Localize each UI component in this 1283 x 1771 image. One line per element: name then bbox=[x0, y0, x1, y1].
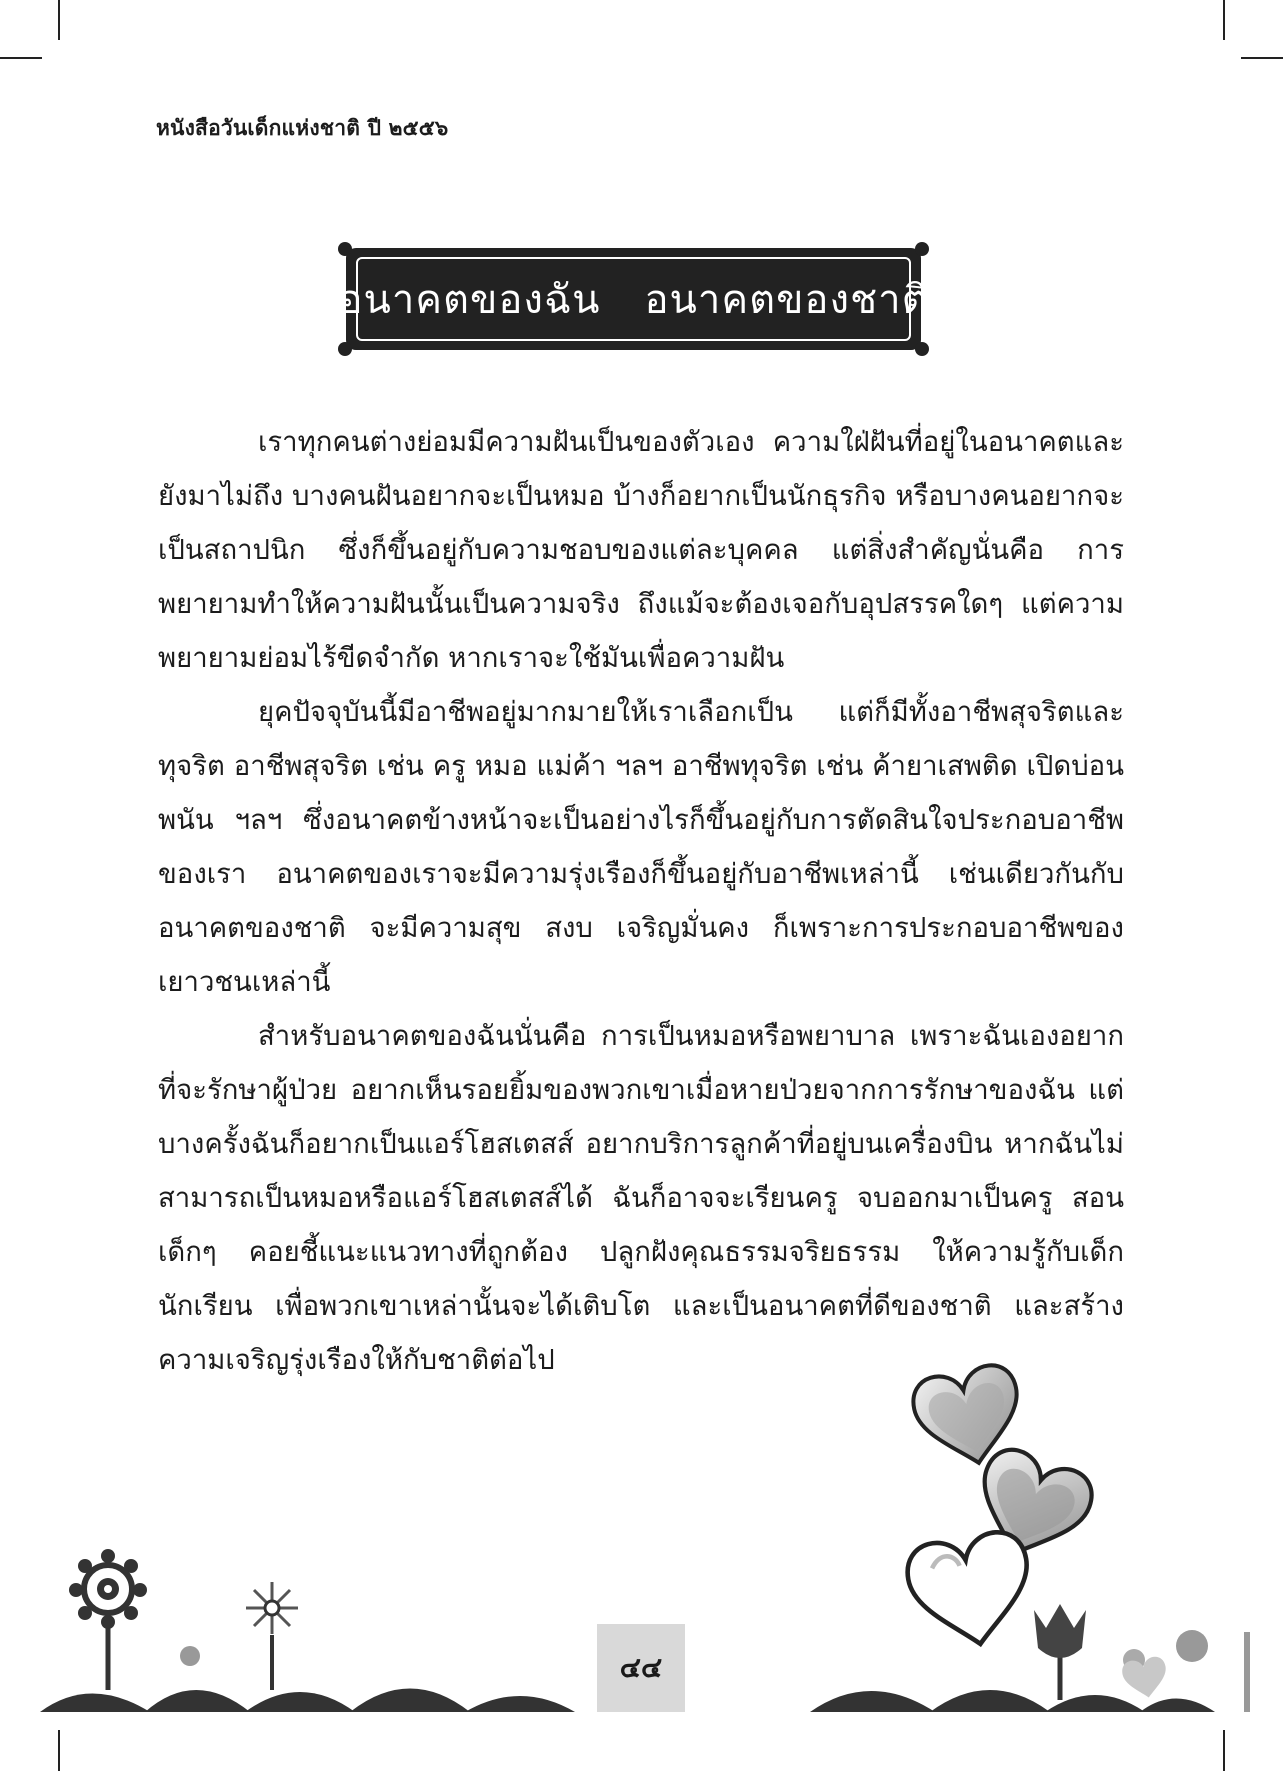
daisy-icon bbox=[246, 1582, 298, 1690]
small-heart-icon bbox=[1120, 1655, 1170, 1701]
title-part-1: อนาคตของฉัน bbox=[338, 277, 601, 323]
running-head: หนังสือวันเด็กแห่งชาติ ปี ๒๕๕๖ bbox=[156, 116, 449, 140]
ground-bumps-right bbox=[810, 1690, 1215, 1712]
tulip-icon bbox=[1034, 1604, 1086, 1700]
page-number-box bbox=[597, 1624, 685, 1712]
paragraph-2: ยุคปัจจุบันนี้มีอาชีพอยู่มากมายให้เราเลือกเป็น แต่ก็มีทั้งอาชีพสุจริตและทุจริต อาชีพสุจริต เช่น ครู หมอ แม่ค้า ฯลฯ อาชีพทุจริต เช่น ค้ายาเสพติด เปิดบ่อนพนัน ฯลฯ ซึ่งอนาคตข้างหน้าจะเป็นอย่างไรก็ขึ้นอยู่กับการตัดสินใจประกอบอาชีพของเรา อนาคตของเราจะมีความรุ่งเรืองก็ขึ้นอยู่กับอาชีพเหล่านี้ เช่นเดียวกันกับอนาคตของชาติ จะมีความสุข สงบ เจริญมั่นคง ก็เพราะการประกอบอาชีพของเยาวชนเหล่านี้ bbox=[158, 696, 1124, 998]
title-part-2: อนาคตของชาติ bbox=[644, 277, 929, 323]
dot-decoration bbox=[180, 1646, 200, 1666]
dot-decoration bbox=[1176, 1630, 1208, 1662]
heart-icon bbox=[903, 1528, 1039, 1655]
ground-bumps-left bbox=[40, 1689, 575, 1713]
paragraph-1: เราทุกคนต่างย่อมมีความฝันเป็นของตัวเอง ความใฝ่ฝันที่อยู่ในอนาคตและยังมาไม่ถึง บางคนฝันอยากจะเป็นหมอ บ้างก็อยากเป็นนักธุรกิจ หรือบางคนอยากจะเป็นสถาปนิก ซึ่งก็ขึ้นอยู่กับความชอบของแต่ละบุคคล แต่สิ่งสำคัญนั่นคือ การพยายามทำให้ความฝันนั้นเป็นความจริง ถึงแม้จะต้องเจอกับอุปสรรคใดๆ แต่ความพยายามย่อมไร้ขีดจำกัด หากเราจะใช้มันเพื่อความฝัน bbox=[158, 426, 1124, 674]
edge-bar bbox=[1244, 1632, 1250, 1712]
paragraph-3: สำหรับอนาคตของฉันนั่นคือ การเป็นหมอหรือพยาบาล เพราะฉันเองอยากที่จะรักษาผู้ป่วย อยากเห็นรอยยิ้มของพวกเขาเมื่อหายป่วยจากการรักษาของฉัน แต่บางครั้งฉันก็อยากเป็นแอร์โฮสเตสส์ อยากบริการลูกค้าที่อยู่บนเครื่องบิน หากฉันไม่สามารถเป็นหมอหรือแอร์โฮสเตสส์ได้ ฉันก็อาจจะเรียนครู จบออกมาเป็นครู สอนเด็กๆ คอยชี้แนะแนวทางที่ถูกต้อง ปลูกฝังคุณธรรมจริยธรรม ให้ความรู้กับเด็กนักเรียน เพื่อพวกเขาเหล่านั้นจะได้เติบโต และเป็นอนาคตที่ดีของชาติ และสร้างความเจริญรุ่งเรืองให้กับชาติต่อไป bbox=[158, 1020, 1124, 1376]
page-number: ๔๔ bbox=[619, 1651, 663, 1684]
sunflower-icon bbox=[69, 1549, 147, 1690]
